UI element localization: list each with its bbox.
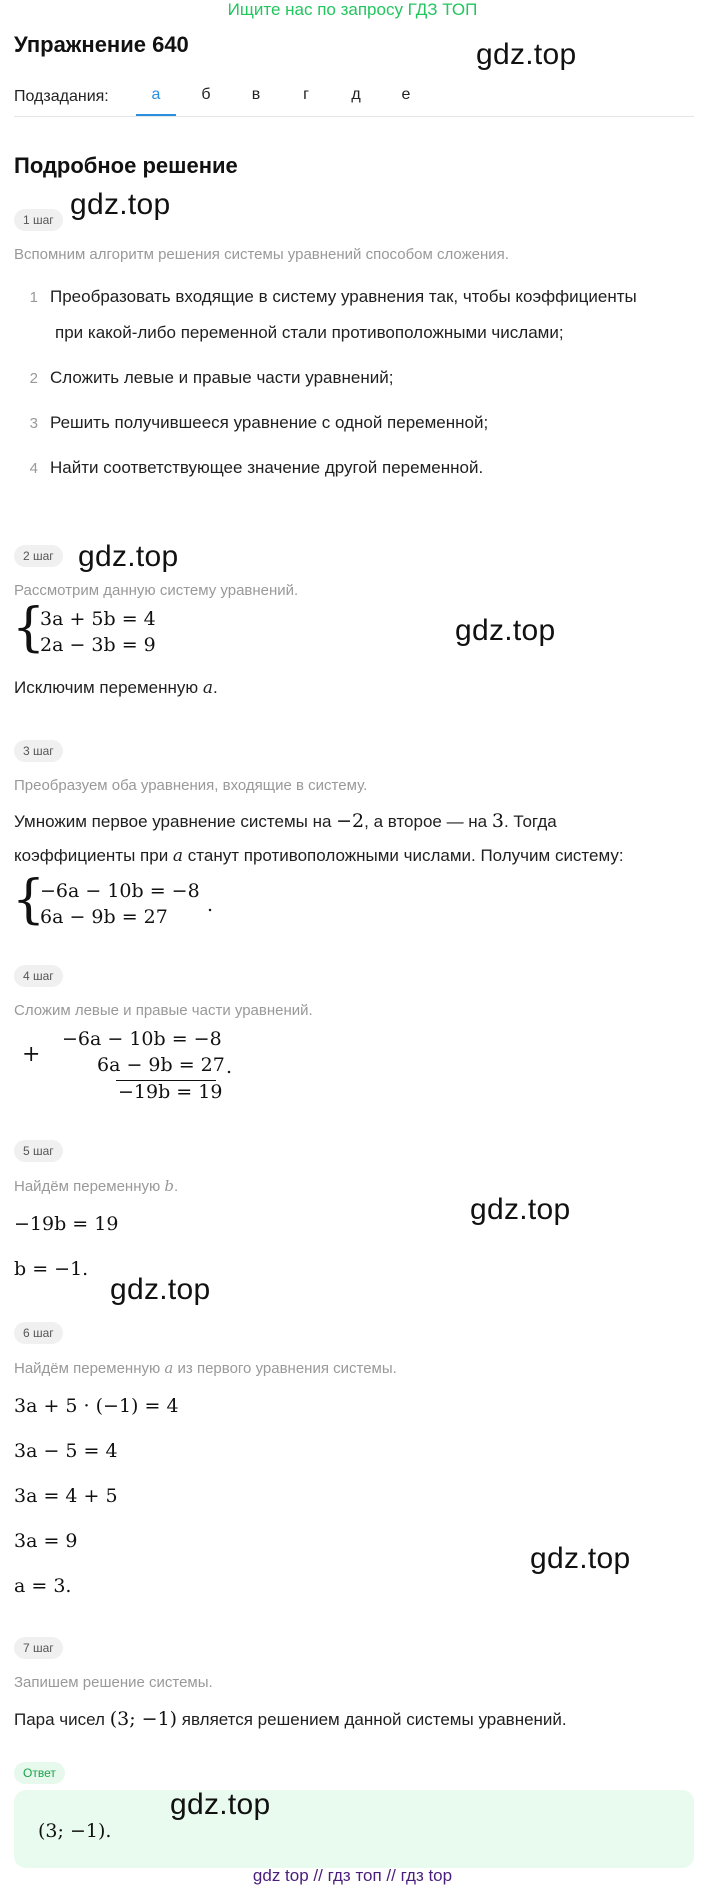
step-intro: Найдём переменную b. — [14, 1177, 179, 1195]
watermark: gdz.top — [470, 1193, 571, 1226]
promo-banner[interactable]: Ищите нас по запросу ГДЗ ТОП — [227, 0, 478, 19]
step-badge: 3 шаг — [14, 740, 63, 762]
equation: −19b = 19 — [14, 1213, 119, 1235]
list-item: Решить получившееся уравнение с одной переменной; — [50, 413, 489, 432]
step-intro: Запишем решение системы. — [14, 1674, 213, 1691]
equation: −19b = 19 — [118, 1081, 223, 1103]
list-item: Преобразовать входящие в систему уравнения так, чтобы коэффициенты — [50, 287, 637, 306]
step-text: Пара чисел (3; −1) является решением данной системы уравнений. — [14, 1708, 567, 1730]
answer-box — [14, 1790, 694, 1868]
list-item: Найти соответствующее значение другой переменной. — [50, 458, 484, 477]
punctuation: . — [226, 1056, 233, 1078]
step-intro: Рассмотрим данную систему уравнений. — [14, 582, 299, 599]
list-number: 1 — [29, 289, 38, 306]
footer-links[interactable]: gdz top // гдз топ // гдз top — [252, 1866, 453, 1885]
step-intro: Вспомним алгоритм решения системы уравнений способом сложения. — [14, 246, 509, 263]
step-badge: 2 шаг — [14, 545, 63, 567]
step-text: Умножим первое уравнение системы на −2, а второе — на 3. Тогда — [14, 810, 557, 832]
tab-e[interactable]: е — [401, 86, 411, 103]
list-number: 2 — [29, 370, 38, 387]
divider — [14, 116, 694, 117]
tab-g[interactable]: г — [303, 86, 309, 103]
list-number: 4 — [29, 460, 38, 477]
watermark: gdz.top — [530, 1542, 631, 1575]
equation: 3a + 5 · (−1) = 4 — [14, 1395, 179, 1417]
equation: −6a − 10b = −8 — [62, 1028, 222, 1050]
plus-sign: + — [22, 1042, 41, 1067]
tab-a[interactable]: а — [136, 86, 176, 116]
tab-d[interactable]: д — [351, 86, 361, 103]
step-badge: 7 шаг — [14, 1637, 63, 1659]
answer-value: (3; −1). — [38, 1820, 112, 1842]
list-number: 3 — [29, 415, 38, 432]
step-badge: 4 шаг — [14, 965, 63, 987]
system-brace: { — [12, 598, 46, 658]
watermark: gdz.top — [70, 188, 171, 221]
equation: 3a = 4 + 5 — [14, 1485, 118, 1507]
watermark: gdz.top — [110, 1273, 211, 1306]
watermark: gdz.top — [78, 540, 179, 573]
solution-heading: Подробное решение — [14, 153, 238, 178]
equation: 2a − 3b = 9 — [40, 634, 156, 656]
equation: 3a + 5b = 4 — [40, 608, 156, 630]
equation: 3a − 5 = 4 — [14, 1440, 118, 1462]
list-item-cont: при какой-либо переменной стали противоположными числами; — [55, 323, 564, 342]
step-note: Исключим переменную a. — [14, 678, 218, 698]
tab-b[interactable]: б — [201, 86, 211, 103]
equation: 6a − 9b = 27 — [40, 906, 168, 928]
step-badge: 6 шаг — [14, 1322, 63, 1344]
equation: b = −1. — [14, 1258, 89, 1280]
system-brace: { — [12, 870, 46, 930]
equation: 6a − 9b = 27 — [97, 1054, 225, 1076]
page-title: Упражнение 640 — [14, 32, 189, 57]
step-badge: 1 шаг — [14, 209, 63, 231]
subtasks-label: Подзадания: — [14, 88, 109, 105]
step-text: коэффициенты при a станут противоположными числами. Получим систему: — [14, 846, 624, 866]
step-intro: Найдём переменную a из первого уравнения системы. — [14, 1359, 397, 1377]
step-badge: 5 шаг — [14, 1140, 63, 1162]
step-intro: Сложим левые и правые части уравнений. — [14, 1002, 313, 1019]
equation: −6a − 10b = −8 — [40, 880, 200, 902]
equation: a = 3. — [14, 1575, 72, 1597]
watermark: gdz.top — [455, 614, 556, 647]
watermark: gdz.top — [476, 38, 577, 71]
answer-badge: Ответ — [14, 1762, 65, 1784]
punctuation: . — [207, 894, 214, 916]
list-item: Сложить левые и правые части уравнений; — [50, 368, 394, 387]
watermark: gdz.top — [170, 1788, 271, 1821]
tab-v[interactable]: в — [251, 86, 261, 103]
equation: 3a = 9 — [14, 1530, 78, 1552]
step-intro: Преобразуем оба уравнения, входящие в систему. — [14, 777, 368, 794]
